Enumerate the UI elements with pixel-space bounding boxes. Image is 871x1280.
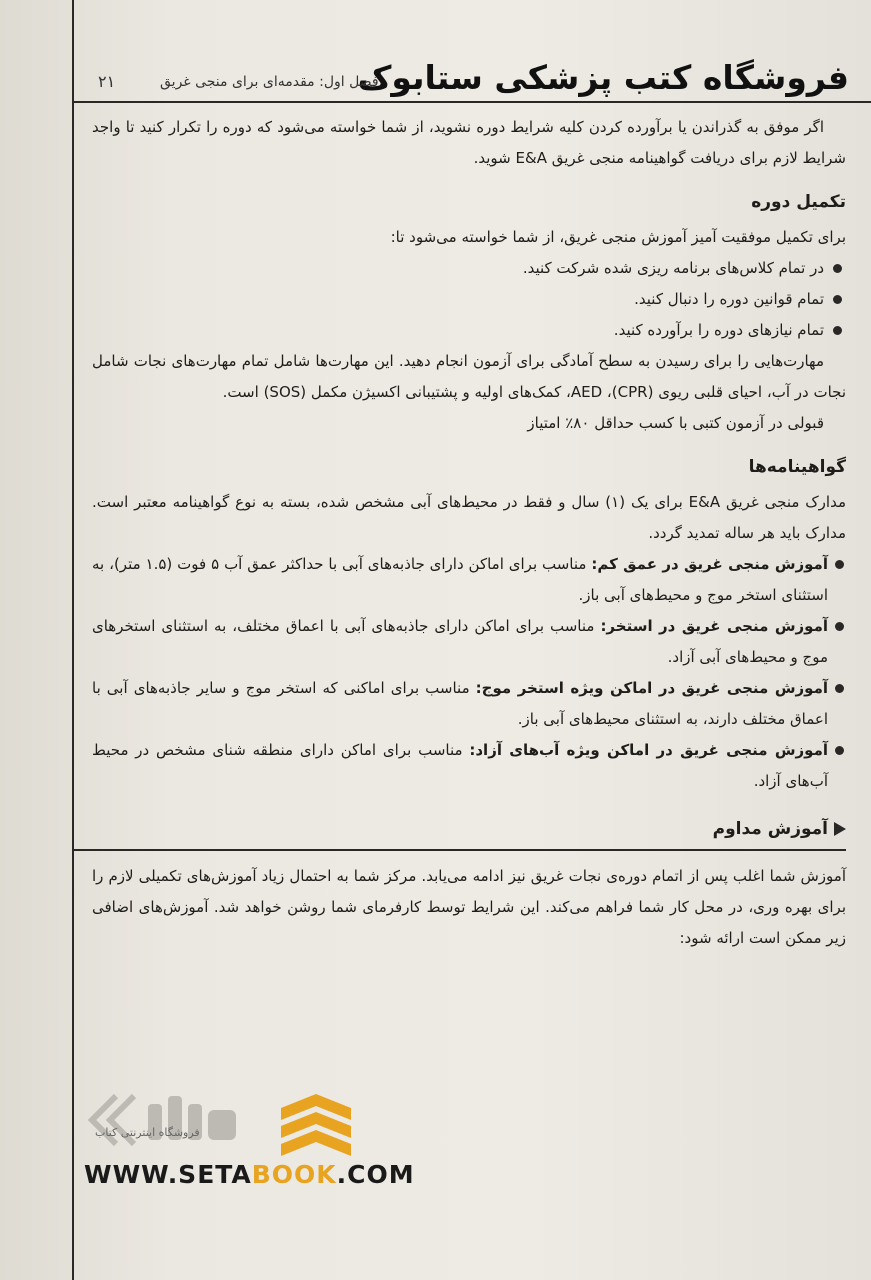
list-item: در تمام کلاس‌های برنامه ریزی شده شرکت کنید. xyxy=(92,253,846,284)
section-heading-certificates: گواهینامه‌ها xyxy=(748,457,846,477)
triangle-marker-icon xyxy=(834,822,846,836)
completion-bullets xyxy=(92,253,846,346)
watermark-tagline: فروشگاه اینترنتی کتاب xyxy=(95,1126,200,1139)
page-number: ۲۱ xyxy=(98,72,116,91)
chapter-title: فصل اول: مقدمه‌ای برای منجی غریق xyxy=(160,74,379,90)
ongoing-paragraph: آموزش شما اغلب پس از اتمام دوره‌ی نجات غریق نیز ادامه می‌یابد. مرکز شما به احتمال زیاد آموزش‌های تکمیلی لازم را برای بهره وری، در محل کار شما فراهم می‌کند. این شرایط توسط کارفرمای شما روشن خواهد شد. آموزش‌های اضافی زیر ممکن است ارائه شود: xyxy=(92,867,846,947)
page-margin-rule xyxy=(72,0,74,1280)
completion-lead: برای تکمیل موفقیت آمیز آموزش منجی غریق، از شما خواسته می‌شود تا: xyxy=(390,228,846,246)
bullet-icon xyxy=(835,746,844,755)
list-item: تمام نیازهای دوره را برآورده کنید. xyxy=(92,315,846,346)
page-content xyxy=(92,112,846,954)
certificate-item: آموزش منجی غریق در عمق کم: مناسب برای اماکن دارای جاذبه‌های آبی با حداکثر عمق آب ۵ فوت (۱.۵ متر)، به استثنای استخر موج و محیط‌های آبی باز. xyxy=(92,549,846,611)
skills-paragraph: مهارت‌هایی را برای رسیدن به سطح آمادگی برای آزمون انجام دهید. این مهارت‌ها شامل تمام مهارت‌های نجات شامل نجات در آب، احیای قلبی ریوی (CPR)، AED، کمک‌های اولیه و پشتیبانی اکسیژن مکمل (SOS) است. xyxy=(92,352,846,401)
bullet-icon xyxy=(833,264,842,273)
certificates-lead: مدارک منجی غریق E&A برای یک (۱) سال و فقط در محیط‌های آبی مشخص شده، بسته به نوع گواهینامه معتبر است. مدارک باید هر ساله تمدید گردد. xyxy=(92,493,847,542)
certificate-item: آموزش منجی غریق در اماکن ویژه استخر موج: مناسب برای اماکنی که استخر موج و سایر جاذبه‌های آبی با اعماق مختلف دارند، به استثنای محیط‌های آبی باز. xyxy=(92,673,846,735)
bullet-icon xyxy=(835,622,844,631)
book-stack-icon xyxy=(281,1094,351,1156)
certificate-item: آموزش منجی غریق در اماکن ویژه آب‌های آزاد: مناسب برای اماکن دارای منطقه شنای مشخص در محیط آب‌های آزاد. xyxy=(92,735,846,797)
bullet-icon xyxy=(835,560,844,569)
certificate-item: آموزش منجی غریق در استخر: مناسب برای اماکن دارای جاذبه‌های آبی با اعماق مختلف، به استثنای استخرهای موج و محیط‌های آبی آزاد. xyxy=(92,611,846,673)
section-divider xyxy=(72,849,846,851)
bullet-icon xyxy=(833,326,842,335)
section-ongoing xyxy=(92,815,846,954)
section-heading-completion: تکمیل دوره xyxy=(751,192,846,212)
watermark-url: WWW.SETABOOK.COM xyxy=(84,1160,415,1189)
header-rule xyxy=(72,101,871,103)
exam-paragraph: قبولی در آزمون کتبی با کسب حداقل ۸۰٪ امتیاز xyxy=(527,414,824,432)
list-item: تمام قوانین دوره را دنبال کنید. xyxy=(92,284,846,315)
intro-paragraph: اگر موفق به گذراندن یا برآورده کردن کلیه شرایط دوره نشوید، از شما خواسته می‌شود که دوره را تکرار کنید تا واجد شرایط لازم برای دریافت گواهینامه منجی غریق E&A شوید. xyxy=(92,118,846,167)
section-heading-ongoing: آموزش مداوم xyxy=(92,815,846,843)
bullet-icon xyxy=(833,295,842,304)
bullet-icon xyxy=(835,684,844,693)
store-title: فروشگاه کتب پزشکی ستابوک xyxy=(357,58,849,97)
